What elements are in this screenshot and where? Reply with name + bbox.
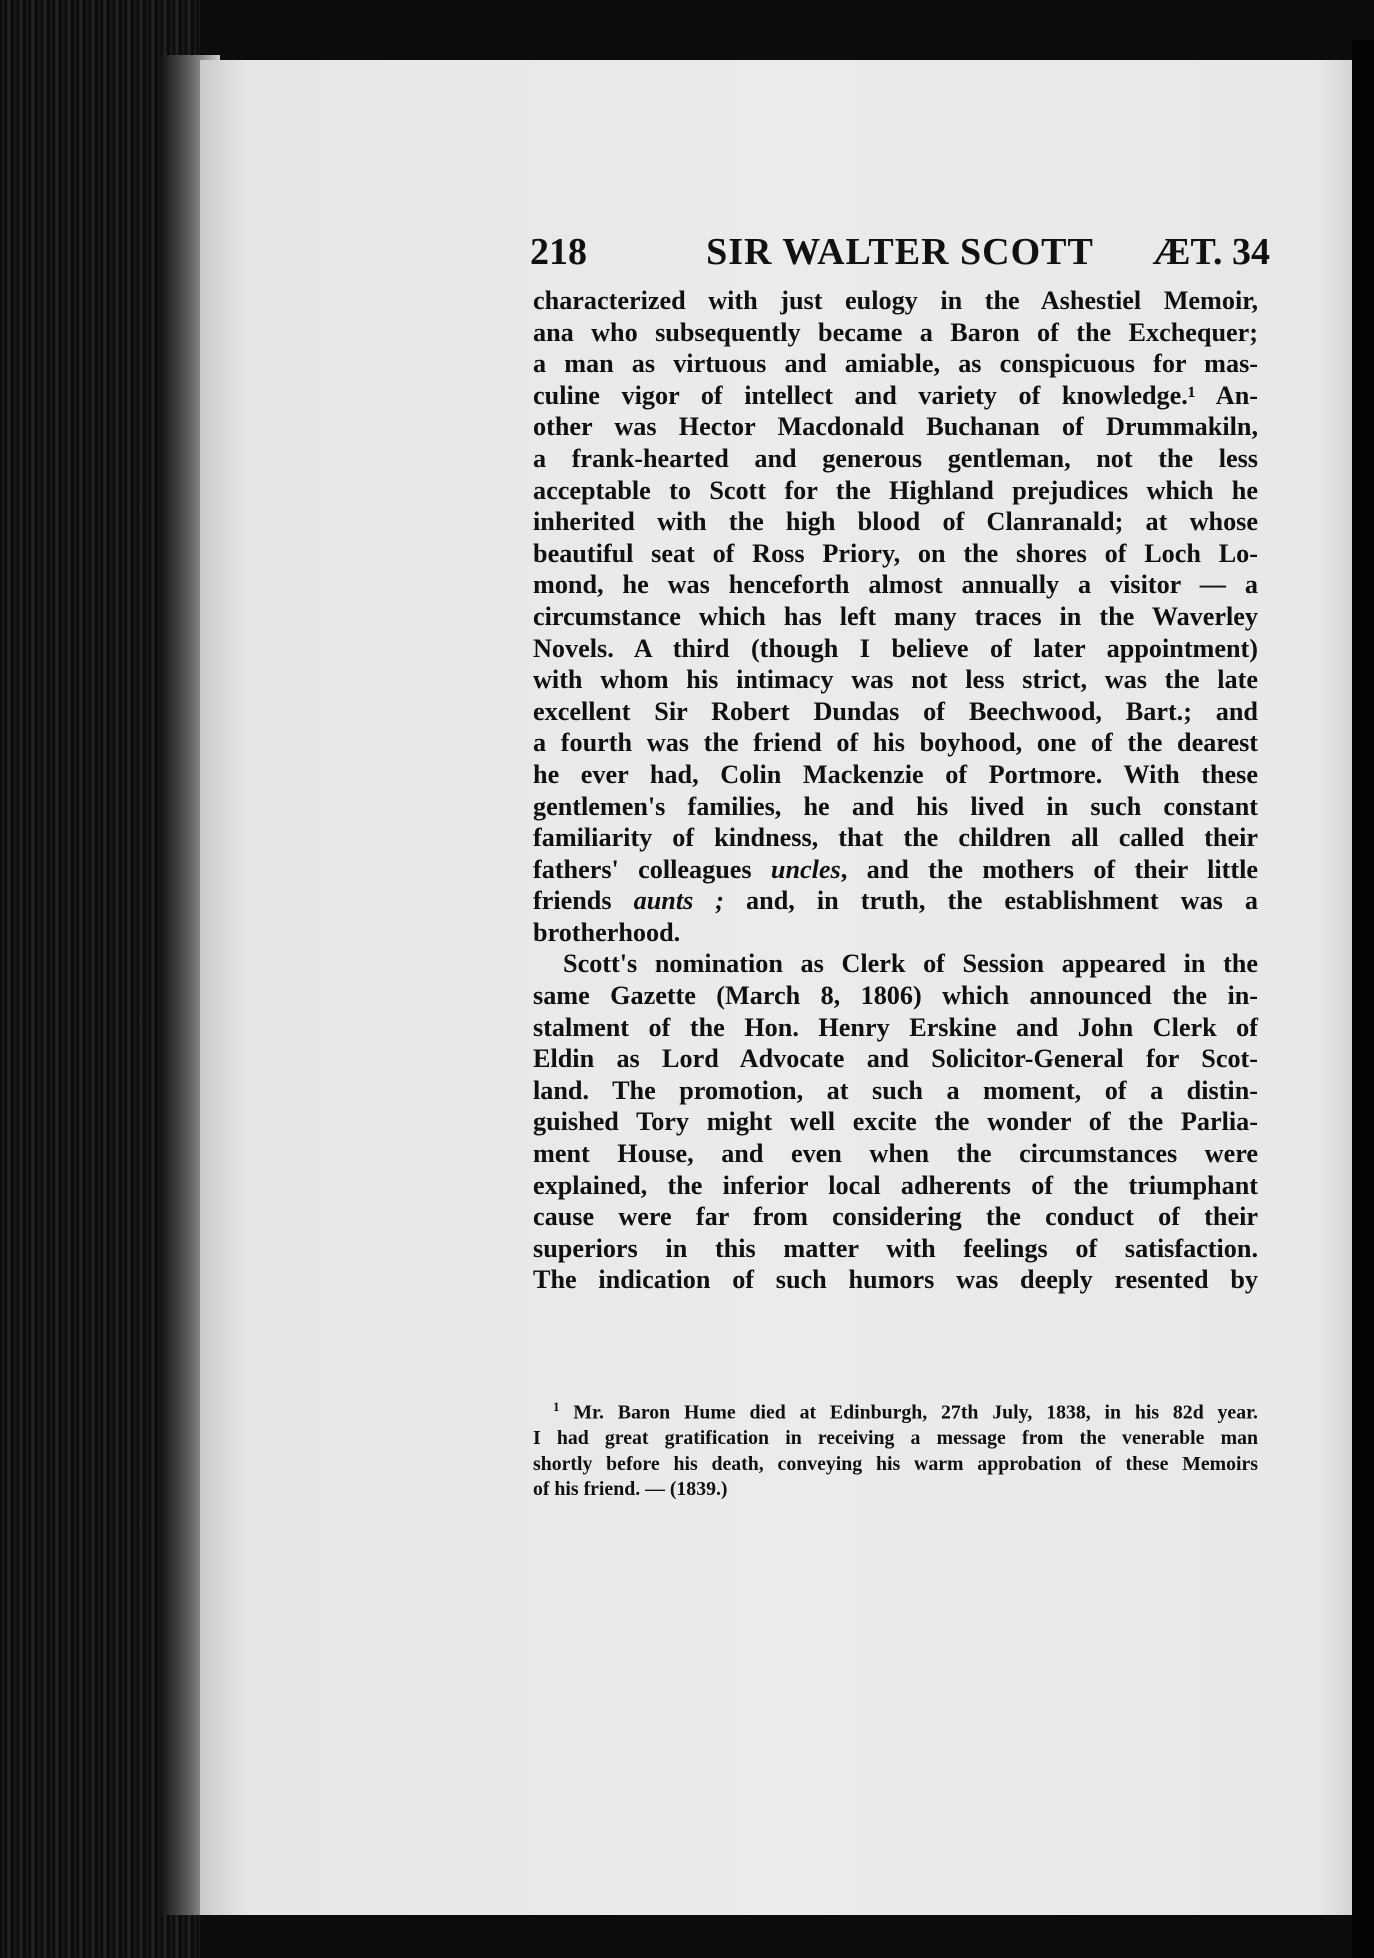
footnote-line: I had great gratification in receiving a message from the venerable man xyxy=(533,1427,1258,1450)
text-line: beautiful seat of Ross Priory, on the shores of Loch Lo- xyxy=(533,538,1258,568)
page-edge xyxy=(1352,40,1374,1958)
running-title: SIR WALTER SCOTT xyxy=(706,231,1094,273)
text-line: other was Hector Macdonald Buchanan of Drummakiln, xyxy=(533,412,1258,442)
footnote-marker: 1 xyxy=(553,1399,560,1414)
text-line: Novels. A third (though I believe of later appointment) xyxy=(533,633,1258,663)
text-line: explained, the inferior local adherents of the triumphant xyxy=(533,1170,1258,1200)
footnote-line: of his friend. — (1839.) xyxy=(533,1478,728,1501)
italic-word: uncles xyxy=(770,854,841,884)
running-header xyxy=(530,230,1270,286)
page-number: 218 xyxy=(530,231,587,273)
italic-word: aunts ; xyxy=(633,886,725,916)
text-line: brotherhood. xyxy=(533,917,681,947)
text-run: , and the mothers of their little xyxy=(840,854,1258,884)
footnote-line xyxy=(533,1394,1258,1426)
text-line: characterized with just eulogy in the Ashestiel Memoir, xyxy=(533,286,1258,315)
text-line: ment House, and even when the circumstances were xyxy=(533,1139,1258,1169)
text-line: cause were far from considering the conduct of their xyxy=(533,1202,1258,1232)
text-line: familiarity of kindness, that the children all called their xyxy=(533,823,1258,853)
text-line: same Gazette (March 8, 1806) which announced the in- xyxy=(533,981,1258,1011)
text-line: guished Tory might well excite the wonder of the Parlia- xyxy=(533,1107,1258,1137)
text-line: land. The promotion, at such a moment, of a distin- xyxy=(533,1075,1258,1105)
text-line: excellent Sir Robert Dundas of Beechwood, Bart.; and xyxy=(533,696,1258,726)
text-line xyxy=(533,854,1258,886)
footnote xyxy=(533,1394,1258,1503)
text-line xyxy=(533,885,1258,917)
text-line: a fourth was the friend of his boyhood, one of the dearest xyxy=(533,728,1258,758)
text-line: Scott's nomination as Clerk of Session appeared in the xyxy=(563,949,1258,979)
footnote-line: shortly before his death, conveying his warm approbation of these Memoirs xyxy=(533,1452,1258,1475)
footnote-text: Mr. Baron Hume died at Edinburgh, 27th July, 1838, in his 82d year. xyxy=(559,1401,1258,1424)
text-line: a frank-hearted and generous gentleman, not the less xyxy=(533,443,1258,473)
text-run: friends xyxy=(533,886,634,916)
text-line: inherited with the high blood of Clanranald; at whose xyxy=(533,507,1258,537)
text-run: fathers' colleagues xyxy=(533,854,771,884)
text-line: The indication of such humors was deeply resented by xyxy=(533,1265,1258,1295)
body-text xyxy=(533,285,1258,1296)
text-line: he ever had, Colin Mackenzie of Portmore. With these xyxy=(533,759,1258,789)
text-line: with whom his intimacy was not less strict, was the late xyxy=(533,665,1258,695)
text-line: mond, he was henceforth almost annually a visitor — a xyxy=(533,570,1258,600)
text-line: superiors in this matter with feelings of satisfaction. xyxy=(533,1233,1258,1263)
text-line: culine vigor of intellect and variety of knowledge.¹ An- xyxy=(533,380,1258,410)
age-marker: ÆT. 34 xyxy=(1152,231,1270,273)
text-line: acceptable to Scott for the Highland prejudices which he xyxy=(533,475,1258,505)
text-line: a man as virtuous and amiable, as conspicuous for mas- xyxy=(533,349,1258,379)
text-line: ana who subsequently became a Baron of the Exchequer; xyxy=(533,317,1258,347)
text-run: and, in truth, the establishment was a xyxy=(724,886,1258,916)
text-line: stalment of the Hon. Henry Erskine and John Clerk of xyxy=(533,1012,1258,1042)
text-line: circumstance which has left many traces in the Waverley xyxy=(533,601,1258,631)
text-line: gentlemen's families, he and his lived in such constant xyxy=(533,791,1258,821)
text-line: Eldin as Lord Advocate and Solicitor-General for Scot- xyxy=(533,1044,1258,1074)
